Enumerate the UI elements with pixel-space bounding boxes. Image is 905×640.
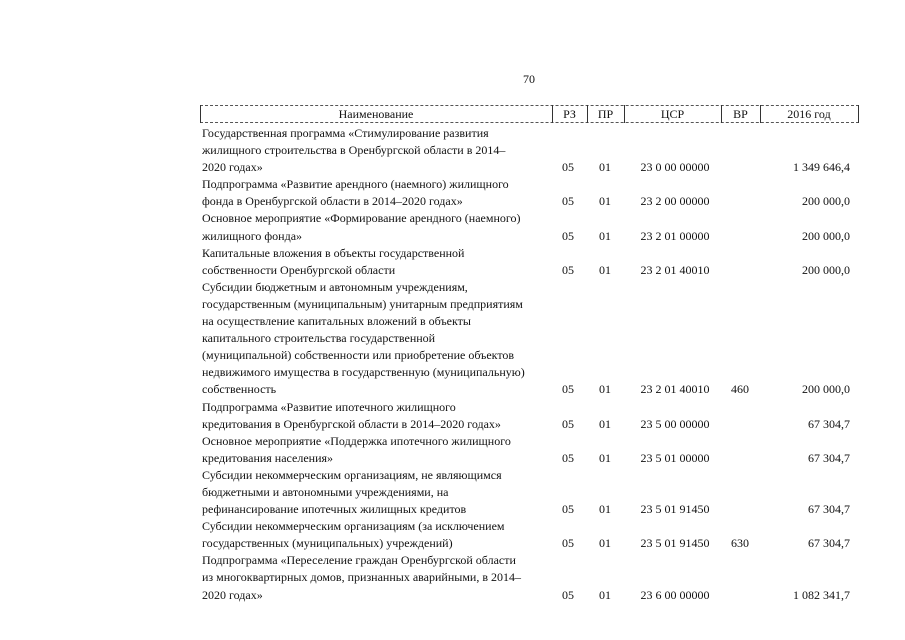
row-name <box>202 176 547 210</box>
row-name-line: Основное мероприятие «Поддержка ипотечного жилищного <box>202 433 511 448</box>
row-name-line: Субсидии некоммерческим организациям, не являющимся <box>202 467 502 482</box>
table-row <box>202 176 862 210</box>
header-divider <box>858 105 859 123</box>
header-csr: ЦСР <box>660 107 685 121</box>
row-name <box>202 245 547 279</box>
row-rz: 05 <box>562 228 574 243</box>
row-pr: 01 <box>599 382 611 397</box>
table-row <box>202 210 862 244</box>
table-row <box>202 467 862 518</box>
row-name-line: 2020 годах» <box>202 587 263 602</box>
row-name-line: Подпрограмма «Переселение граждан Оренбургской области <box>202 553 516 568</box>
row-pr: 01 <box>599 536 611 551</box>
header-name: Наименование <box>338 107 414 121</box>
row-pr: 01 <box>599 450 611 465</box>
row-name <box>202 433 547 467</box>
row-name-line: государственным (муниципальным) унитарным предприятиям <box>202 296 523 311</box>
row-csr: 23 5 00 00000 <box>640 416 710 431</box>
row-name-line: собственность <box>202 382 277 397</box>
row-name-line: рефинансирование ипотечных жилищных кредитов <box>202 502 467 517</box>
row-name-line: жилищного строительства в Оренбургской области в 2014– <box>202 143 506 158</box>
row-name-line: Подпрограмма «Развитие ипотечного жилищного <box>202 399 456 414</box>
row-rz: 05 <box>562 194 574 209</box>
header-year: 2016 год <box>787 107 831 121</box>
row-pr: 01 <box>599 194 611 209</box>
row-name <box>202 125 547 176</box>
row-rz: 05 <box>562 536 574 551</box>
row-amount: 1 082 341,7 <box>793 587 850 602</box>
row-csr: 23 5 01 91450 <box>640 536 710 551</box>
table-body <box>202 125 862 604</box>
row-csr: 23 2 01 40010 <box>640 262 710 277</box>
table-row <box>202 433 862 467</box>
table-header <box>200 105 859 123</box>
row-name <box>202 210 547 244</box>
row-csr: 23 5 01 00000 <box>640 450 710 465</box>
row-name-line: Субсидии некоммерческим организациям (за исключением <box>202 519 505 534</box>
row-name-line: (муниципальной) собственности или приобретение объектов <box>202 348 515 363</box>
row-csr: 23 5 01 91450 <box>640 502 710 517</box>
row-amount: 200 000,0 <box>802 262 850 277</box>
row-rz: 05 <box>562 416 574 431</box>
row-pr: 01 <box>599 262 611 277</box>
table-row <box>202 245 862 279</box>
row-name-line: Основное мероприятие «Формирование арендного (наемного) <box>202 211 521 226</box>
row-name-line: на осуществление капитальных вложений в объекты <box>202 314 471 329</box>
row-vr: 630 <box>731 536 749 551</box>
row-name-line: капитального строительства государственной <box>202 331 436 346</box>
page-number: 70 <box>523 72 535 86</box>
row-name <box>202 518 547 552</box>
row-name <box>202 279 547 399</box>
row-name-line: жилищного фонда» <box>202 228 303 243</box>
row-csr: 23 6 00 00000 <box>640 587 710 602</box>
table-row <box>202 279 862 399</box>
row-name-line: кредитования в Оренбургской области в 2014–2020 годах» <box>202 416 501 431</box>
row-amount: 67 304,7 <box>808 450 850 465</box>
header-vr: ВР <box>733 107 748 121</box>
row-name-line: фонда в Оренбургской области в 2014–2020 годах» <box>202 194 463 209</box>
row-csr: 23 2 01 40010 <box>640 382 710 397</box>
row-csr: 23 2 01 00000 <box>640 228 710 243</box>
row-name-line: Капитальные вложения в объекты государственной <box>202 245 465 260</box>
row-name-line: собственности Оренбургской области <box>202 262 396 277</box>
row-rz: 05 <box>562 382 574 397</box>
table-row <box>202 125 862 176</box>
table-row <box>202 399 862 433</box>
row-name-line: недвижимого имущества в государственную (муниципальную) <box>202 365 525 380</box>
row-amount: 200 000,0 <box>802 228 850 243</box>
row-pr: 01 <box>599 502 611 517</box>
row-amount: 200 000,0 <box>802 194 850 209</box>
row-name-line: бюджетными и автономными учреждениями, на <box>202 484 449 499</box>
row-name-line: из многоквартирных домов, признанных аварийными, в 2014– <box>202 570 522 585</box>
row-csr: 23 2 00 00000 <box>640 194 710 209</box>
row-name <box>202 399 547 433</box>
row-name-line: кредитования населения» <box>202 450 334 465</box>
row-rz: 05 <box>562 450 574 465</box>
header-pr: ПР <box>597 107 614 121</box>
row-name-line: Субсидии бюджетным и автономным учреждениям, <box>202 279 468 294</box>
row-rz: 05 <box>562 587 574 602</box>
row-amount: 67 304,7 <box>808 416 850 431</box>
row-rz: 05 <box>562 262 574 277</box>
row-rz: 05 <box>562 160 574 175</box>
row-name-line: 2020 годах» <box>202 160 263 175</box>
row-pr: 01 <box>599 587 611 602</box>
row-name-line: Государственная программа «Стимулирование развития <box>202 126 489 140</box>
row-name-line: государственных (муниципальных) учреждений) <box>202 536 453 551</box>
row-amount: 67 304,7 <box>808 536 850 551</box>
row-rz: 05 <box>562 502 574 517</box>
row-pr: 01 <box>599 416 611 431</box>
row-name-line: Подпрограмма «Развитие арендного (наемного) жилищного <box>202 177 509 192</box>
row-amount: 1 349 646,4 <box>793 160 850 175</box>
table-row <box>202 518 862 552</box>
table-row <box>202 552 862 603</box>
row-pr: 01 <box>599 160 611 175</box>
row-csr: 23 0 00 00000 <box>640 160 710 175</box>
row-name <box>202 552 547 603</box>
header-rz: РЗ <box>563 107 576 121</box>
row-vr: 460 <box>731 382 749 397</box>
row-amount: 67 304,7 <box>808 502 850 517</box>
row-pr: 01 <box>599 228 611 243</box>
row-name <box>202 467 547 518</box>
row-amount: 200 000,0 <box>802 382 850 397</box>
